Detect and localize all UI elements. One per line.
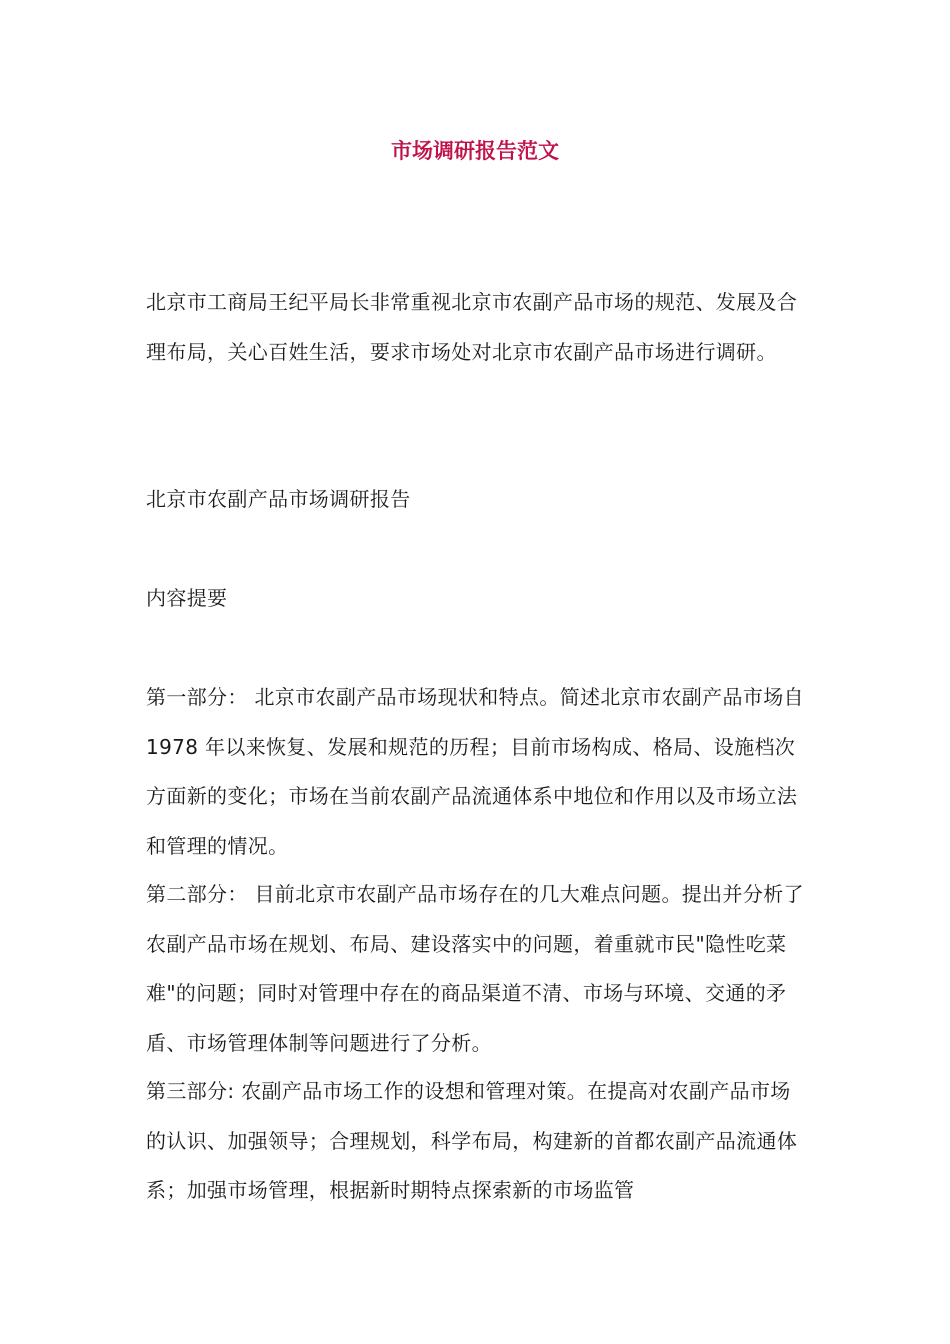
paragraph-part-three: 第三部分: 农副产品市场工作的设想和管理对策。在提高对农副产品市场的认识、加强领导；合理规划，科学布局，构建新的首都农副产品流通体系；加强市场管理，根据新时期特点探索新的市场监管 <box>146 1079 798 1202</box>
paragraph-part-two: 第二部分： 目前北京市农副产品市场存在的几大难点问题。提出并分析了农副产品市场在规划、布局、建设落实中的问题，着重就市民"隐性吃菜难"的问题；同时对管理中存在的商品渠道不清、市场与环境、交通的矛盾、市场管理体制等问题进行了分析。 <box>146 882 804 1055</box>
paragraph-summary-heading: 内容提要 <box>146 586 228 610</box>
paragraph-intro: 北京市工商局王纪平局长非常重视北京市农副产品市场的规范、发展及合理布局，关心百姓生活，要求市场处对北京市农副产品市场进行调研。 <box>146 290 798 364</box>
document-title: 市场调研报告范文 <box>391 138 559 163</box>
paragraph-part-one: 第一部分： 北京市农副产品市场现状和特点。简述北京市农副产品市场自 1978 年以来恢复、发展和规范的历程；目前市场构成、格局、设施档次方面新的变化；市场在当前农副产品流通体系中地位和作用以及市场立法和管理的情况。 <box>146 685 804 858</box>
paragraph-report-title: 北京市农副产品市场调研报告 <box>146 487 411 511</box>
